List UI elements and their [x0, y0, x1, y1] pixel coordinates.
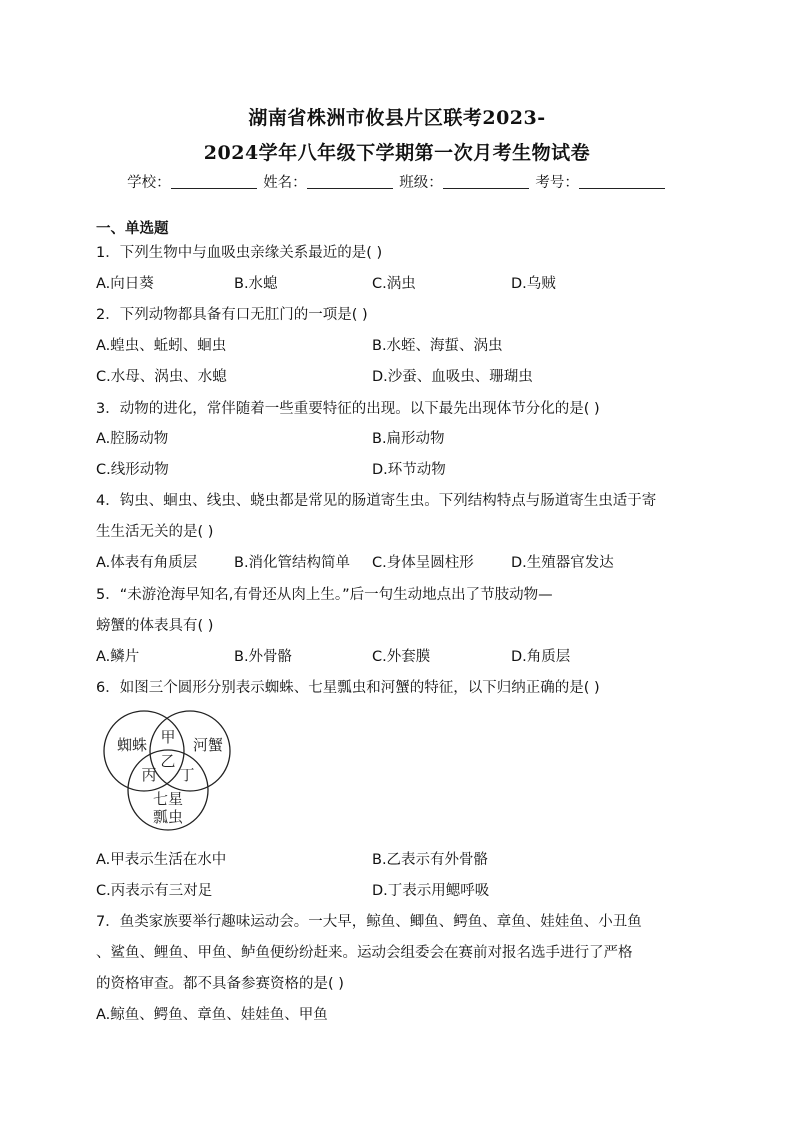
q4-option-c[interactable]: C.身体呈圆柱形	[372, 555, 474, 571]
q4-option-b[interactable]: B.消化管结构简单	[234, 555, 351, 571]
venn-diagram	[96, 706, 238, 834]
class-label: 班级：	[399, 175, 443, 191]
student-info-row	[0, 171, 794, 192]
school-label: 学校：	[127, 175, 171, 191]
label-bing: 丙	[141, 766, 157, 784]
q3-option-c[interactable]: C.线形动物	[96, 462, 169, 478]
exam-number-label: 考号：	[535, 175, 579, 191]
question-4-stem-line2: 生生活无关的是( )	[96, 524, 214, 540]
label-crab: 河蟹	[192, 736, 224, 754]
label-ladybug-line2: 瓢虫	[152, 808, 184, 826]
q2-option-d[interactable]: D.沙蚕、血吸虫、珊瑚虫	[372, 369, 533, 385]
q6-option-a[interactable]: A.甲表示生活在水中	[96, 852, 227, 868]
q1-option-b[interactable]: B.水螅	[234, 276, 278, 292]
exam-number-blank[interactable]	[579, 174, 665, 189]
exam-title-line1: 湖南省株洲市攸县片区联考2023-	[248, 107, 546, 129]
q7-option-a[interactable]: A.鲸鱼、鳄鱼、章鱼、娃娃鱼、甲鱼	[96, 1007, 328, 1023]
section-heading: 一、单选题	[96, 221, 169, 237]
label-yi: 乙	[160, 752, 176, 770]
label-ding: 丁	[179, 766, 195, 784]
label-jia: 甲	[160, 728, 176, 746]
question-6-stem: 6．如图三个圆形分别表示蜘蛛、七星瓢虫和河蟹的特征，以下归纳正确的是( )	[96, 680, 600, 696]
name-label: 姓名：	[263, 175, 307, 191]
question-5-stem-line2: 螃蟹的体表具有( )	[96, 618, 214, 634]
q1-option-a[interactable]: A.向日葵	[96, 276, 154, 292]
q5-option-d[interactable]: D.角质层	[511, 649, 571, 665]
question-2-stem: 2．下列动物都具备有口无肛门的一项是( )	[96, 307, 368, 323]
q3-option-b[interactable]: B.扁形动物	[372, 431, 445, 447]
q6-option-d[interactable]: D.丁表示用鳃呼吸	[372, 883, 490, 899]
label-ladybug-line1: 七星	[152, 790, 184, 808]
q2-option-b[interactable]: B.水蛭、海蜇、涡虫	[372, 338, 503, 354]
question-7-stem-line3: 的资格审查。都不具备参赛资格的是( )	[96, 976, 344, 992]
name-blank[interactable]	[307, 174, 393, 189]
q3-option-d[interactable]: D.环节动物	[372, 462, 446, 478]
q1-option-d[interactable]: D.乌贼	[511, 276, 556, 292]
question-7-stem-line2: 、鲨鱼、鲤鱼、甲鱼、鲈鱼便纷纷赶来。运动会组委会在赛前对报名选手进行了严格	[96, 945, 633, 961]
class-blank[interactable]	[443, 174, 529, 189]
school-blank[interactable]	[171, 174, 257, 189]
q2-option-a[interactable]: A.蝗虫、蚯蚓、蛔虫	[96, 338, 227, 354]
q1-option-c[interactable]: C.涡虫	[372, 276, 416, 292]
q2-option-c[interactable]: C.水母、涡虫、水螅	[96, 369, 227, 385]
question-7-stem-line1: 7．鱼类家族要举行趣味运动会。一大早，鲸鱼、鲫鱼、鳄鱼、章鱼、娃娃鱼、小丑鱼	[96, 914, 642, 930]
question-5-stem-line1: 5．“未游沧海早知名,有骨还从肉上生。”后一句生动地点出了节肢动物—	[96, 587, 553, 603]
label-spider: 蜘蛛	[116, 736, 148, 754]
exam-title-line2: 2024学年八年级下学期第一次月考生物试卷	[203, 142, 591, 164]
q5-option-a[interactable]: A.鳞片	[96, 649, 140, 665]
q4-option-d[interactable]: D.生殖器官发达	[511, 555, 614, 571]
question-3-stem: 3．动物的进化，常伴随着一些重要特征的出现。以下最先出现体节分化的是( )	[96, 401, 600, 417]
q6-option-b[interactable]: B.乙表示有外骨骼	[372, 852, 489, 868]
q3-option-a[interactable]: A.腔肠动物	[96, 431, 169, 447]
q6-option-c[interactable]: C.丙表示有三对足	[96, 883, 213, 899]
question-1-stem: 1．下列生物中与血吸虫亲缘关系最近的是( )	[96, 245, 383, 261]
q5-option-c[interactable]: C.外套膜	[372, 649, 431, 665]
question-4-stem-line1: 4．钩虫、蛔虫、线虫、蛲虫都是常见的肠道寄生虫。下列结构特点与肠道寄生虫适于寄	[96, 493, 657, 509]
q5-option-b[interactable]: B.外骨骼	[234, 649, 293, 665]
q4-option-a[interactable]: A.体表有角质层	[96, 555, 198, 571]
